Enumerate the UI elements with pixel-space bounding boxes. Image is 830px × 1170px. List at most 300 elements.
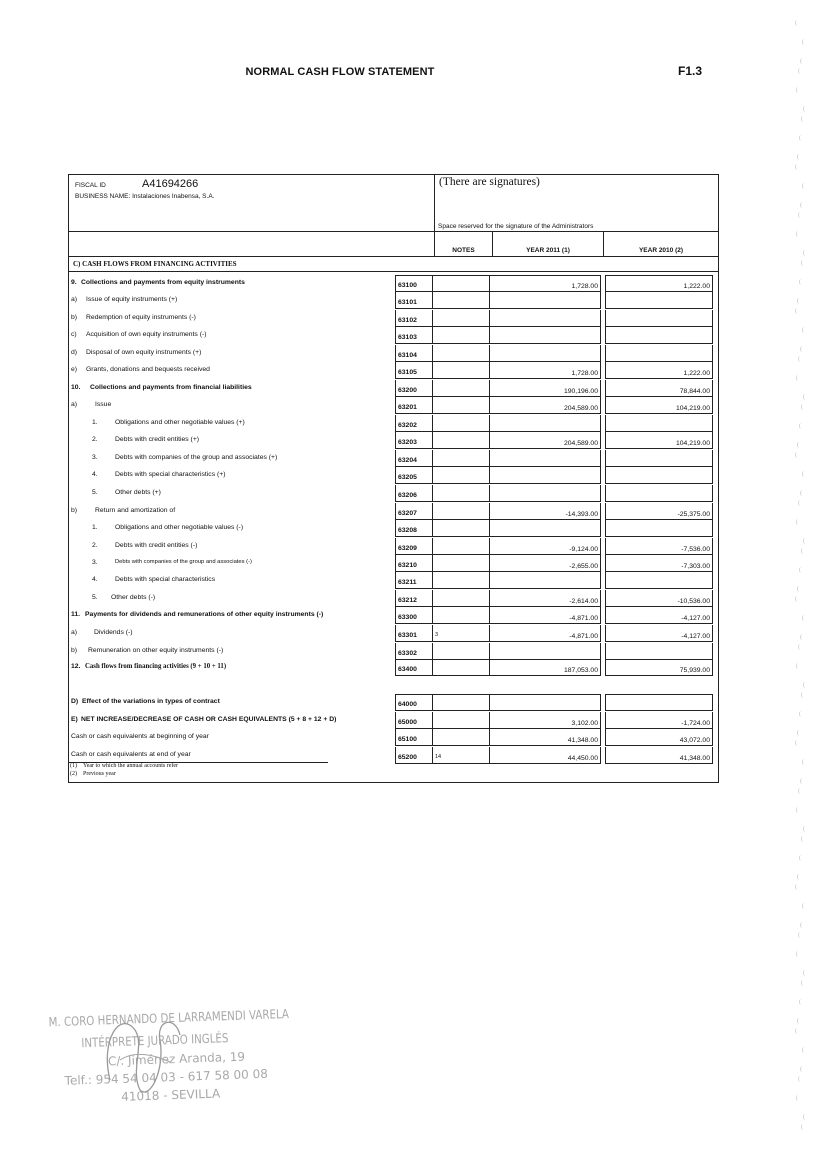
row-notes-cell [433, 694, 490, 711]
row-prefix: d) [71, 349, 78, 356]
table-row [68, 520, 719, 537]
row-notes-cell [433, 292, 490, 309]
row-label: Debts with credit entities (-) [115, 542, 198, 549]
cell-value: 63201 [398, 404, 417, 411]
row-code-cell [395, 747, 433, 764]
cell-value: 190,196.00 [563, 388, 598, 395]
stamp-line-city: 41018 - SEVILLA [121, 1086, 221, 1104]
row-notes-cell [433, 450, 490, 467]
row-code-cell [395, 380, 433, 397]
edge-mark [795, 452, 799, 458]
row-label: Debts with special characteristics (+) [115, 471, 226, 478]
cell-value: 63202 [398, 422, 417, 429]
table-row [68, 503, 719, 520]
row-code-cell [395, 485, 433, 502]
row-notes-cell [433, 467, 490, 484]
table-row [68, 607, 719, 624]
row-label: Obligations and other negotiable values (+) [115, 419, 245, 426]
edge-mark [796, 231, 800, 237]
row-prefix: e) [71, 366, 78, 373]
row-code-cell [395, 310, 433, 327]
cell-value: 63103 [398, 334, 417, 341]
edge-mark [803, 682, 807, 688]
cell-value: 65100 [398, 736, 417, 743]
row-notes-cell [433, 397, 490, 414]
row-prefix: 10. [71, 384, 81, 391]
handwritten-signature-icon [90, 1000, 200, 1110]
row-code-cell [395, 327, 433, 344]
row-notes-cell [433, 625, 490, 642]
cell-value: 63101 [398, 299, 417, 306]
row-code-cell [395, 572, 433, 589]
cell-value: 63200 [398, 387, 417, 394]
row-code-cell [395, 415, 433, 432]
cell-value: -7,303.00 [681, 563, 710, 570]
cell-value: 63301 [398, 632, 417, 639]
row-label: Effect of the variations in types of contract [82, 698, 220, 705]
year1-column-header [493, 232, 604, 257]
row-prefix: a) [71, 401, 78, 408]
scan-edge-marks [795, 20, 815, 1140]
edge-mark [798, 356, 802, 362]
notes-column-header [435, 232, 493, 257]
edge-mark [803, 1114, 807, 1120]
business-name: BUSINESS NAME: Instalaciones Inabensa, S.A. [75, 193, 215, 200]
row-code-cell [395, 275, 433, 292]
row-year1-cell [490, 520, 601, 537]
row-year1-cell [490, 572, 601, 589]
row-code-cell [395, 503, 433, 520]
row-code-cell [395, 659, 433, 676]
fiscal-id-label: FISCAL ID [75, 182, 106, 189]
table-row [68, 643, 719, 660]
edge-mark [798, 68, 802, 74]
row-year2-cell [605, 397, 713, 414]
row-prefix: 2. [92, 542, 98, 549]
table-row [68, 310, 719, 327]
row-code-cell [395, 694, 433, 711]
row-label: Issue [95, 401, 112, 408]
cell-value: 43,072.00 [679, 737, 710, 744]
row-year2-cell [605, 380, 713, 397]
edge-mark [796, 951, 800, 957]
row-label: Remuneration on other equity instruments (-) [88, 647, 224, 654]
row-label: Debts with credit entities (+) [115, 436, 200, 443]
row-notes-cell [433, 485, 490, 502]
row-code-cell [395, 729, 433, 746]
row-code-cell [395, 607, 433, 624]
row-year1-cell [490, 555, 601, 572]
row-label: Acquisition of own equity instruments (-) [86, 331, 207, 338]
row-code-cell [395, 292, 433, 309]
table-row [68, 397, 719, 414]
cell-value: 63104 [398, 352, 417, 359]
cell-value: 63100 [398, 282, 417, 289]
cell-value: 204,589.00 [563, 440, 598, 447]
table-row [68, 450, 719, 467]
edge-mark [800, 778, 804, 784]
row-prefix: 12. [71, 663, 81, 670]
row-prefix: 9. [71, 279, 77, 286]
edge-mark [798, 1076, 802, 1082]
table-row [68, 415, 719, 432]
row-year2-cell [605, 432, 713, 449]
stamp-line-role: INTÉRPRETE JURADO INGLÉS [81, 1030, 229, 1051]
table-row [68, 712, 719, 729]
stamp-line-address: C/. Jiménez Aranda, 19 [107, 1049, 246, 1069]
edge-mark [798, 644, 802, 650]
edge-mark [795, 1028, 799, 1034]
cell-value: 63210 [398, 562, 417, 569]
row-notes-cell [433, 310, 490, 327]
row-code-cell [395, 520, 433, 537]
row-code-cell [395, 555, 433, 572]
row-label: NET INCREASE/DECREASE OF CASH OR CASH EQUIVALENTS (5 + 8 + 12 + D) [81, 716, 337, 723]
cell-value: 104,219.00 [675, 405, 710, 412]
footnote-1: (1) Year to which the annual accounts refer [70, 763, 179, 769]
cell-value: 63203 [398, 439, 417, 446]
row-notes-cell [433, 729, 490, 746]
edge-mark [797, 154, 801, 160]
row-year2-cell [605, 503, 713, 520]
row-prefix: b) [71, 507, 78, 514]
edge-mark [795, 308, 799, 314]
row-prefix: E) [71, 716, 78, 723]
row-label: Cash or cash equivalents at beginning of year [71, 733, 209, 740]
row-year2-cell [605, 712, 713, 729]
edge-mark [803, 970, 807, 976]
row-prefix: 3. [92, 559, 98, 566]
row-label: Collections and payments from financial liabilities [90, 384, 252, 391]
row-label: Disposal of own equity instruments (+) [86, 349, 202, 356]
cell-value: -9,124.00 [569, 546, 598, 553]
row-year2-cell [605, 485, 713, 502]
table-row [68, 432, 719, 449]
row-notes-cell [433, 590, 490, 607]
table-row [68, 572, 719, 589]
row-prefix: 2. [92, 436, 98, 443]
row-notes-cell [433, 345, 490, 362]
row-year1-cell [490, 292, 601, 309]
edge-mark [797, 586, 801, 592]
row-year1-cell [490, 415, 601, 432]
cell-value: 1,222.00 [683, 283, 710, 290]
edge-mark [802, 183, 806, 189]
row-year1-cell [490, 432, 601, 449]
cell-value: 1,222.00 [683, 370, 710, 377]
edge-mark [798, 932, 802, 938]
edge-mark [797, 442, 801, 448]
row-year2-cell [605, 450, 713, 467]
document-title: NORMAL CASH FLOW STATEMENT [245, 66, 435, 78]
row-year2-cell [605, 345, 713, 362]
row-label: Payments for dividends and remunerations of other equity instruments (-) [85, 611, 324, 618]
row-year1-cell [490, 485, 601, 502]
table-row [68, 590, 719, 607]
cell-value: 78,844.00 [679, 388, 710, 395]
edge-mark [799, 855, 803, 861]
edge-mark [801, 836, 805, 842]
cell-value: -4,871.00 [569, 633, 598, 640]
cell-value: 1,728.00 [571, 283, 598, 290]
row-label: Issue of equity instruments (+) [86, 296, 178, 303]
row-year1-cell [490, 275, 601, 292]
row-code-cell [395, 643, 433, 660]
edge-mark [796, 1095, 800, 1101]
stamp-line-name: M. CORO HERNANDO DE LARRAMENDI VARELA [48, 1006, 290, 1030]
row-year2-cell [605, 572, 713, 589]
stamp-line-phone: Telf.: 954 54 04 03 - 617 58 00 08 [64, 1066, 269, 1088]
row-year2-cell [605, 538, 713, 555]
row-notes-cell [433, 380, 490, 397]
row-prefix: 1. [92, 419, 98, 426]
row-year2-cell [605, 729, 713, 746]
row-notes-cell [433, 415, 490, 432]
cell-value: 63211 [398, 579, 417, 586]
edge-mark [799, 423, 803, 429]
row-code-cell [395, 362, 433, 379]
cell-value: 1,728.00 [571, 370, 598, 377]
row-year1-cell [490, 747, 601, 764]
edge-mark [800, 1066, 804, 1072]
row-year2-cell [605, 607, 713, 624]
edge-mark [803, 250, 807, 256]
row-prefix: 1. [92, 524, 98, 531]
edge-mark [800, 490, 804, 496]
row-prefix: b) [71, 647, 78, 654]
year2-header-label: YEAR 2010 (2) [638, 247, 684, 254]
cell-value: -2,655.00 [569, 563, 598, 570]
row-year2-cell [605, 643, 713, 660]
row-notes-cell [433, 362, 490, 379]
cell-value: 187,053.00 [563, 667, 598, 674]
cell-value: 63300 [398, 614, 417, 621]
row-prefix: b) [71, 314, 78, 321]
row-label: Cash flows from financing activities (9 + 10 + 11) [85, 663, 227, 670]
row-notes-cell [433, 659, 490, 676]
row-year1-cell [490, 694, 601, 711]
row-code-cell [395, 590, 433, 607]
row-prefix: 5. [92, 489, 98, 496]
edge-mark [801, 980, 805, 986]
row-notes-cell [433, 607, 490, 624]
row-year1-cell [490, 467, 601, 484]
edge-mark [801, 548, 805, 554]
cell-value: -4,871.00 [569, 615, 598, 622]
edge-mark [802, 759, 806, 765]
row-year1-cell [490, 380, 601, 397]
cell-value: 63206 [398, 492, 417, 499]
row-notes-cell [433, 712, 490, 729]
edge-mark [800, 922, 804, 928]
edge-mark [801, 404, 805, 410]
row-year1-cell [490, 729, 601, 746]
row-label: Redemption of equity instruments (-) [86, 314, 196, 321]
row-year2-cell [605, 467, 713, 484]
row-code-cell [395, 432, 433, 449]
edge-mark [800, 58, 804, 64]
edge-mark [800, 202, 804, 208]
row-year1-cell [490, 625, 601, 642]
row-label: Obligations and other negotiable values (-) [115, 524, 244, 531]
table-row [68, 729, 719, 746]
row-prefix: 4. [92, 471, 98, 478]
edge-mark [800, 346, 804, 352]
edge-mark [802, 471, 806, 477]
edge-mark [800, 634, 804, 640]
row-label: Dividends (-) [94, 629, 133, 636]
edge-mark [799, 567, 803, 573]
row-label: Collections and payments from equity instruments [81, 279, 245, 286]
edge-mark [798, 788, 802, 794]
edge-mark [801, 116, 805, 122]
edge-mark [796, 519, 800, 525]
cell-value: 63204 [398, 457, 417, 464]
cell-value: -2,614.00 [569, 598, 598, 605]
cell-value: -10,536.00 [677, 598, 710, 605]
edge-mark [795, 164, 799, 170]
cell-value: -4,127.00 [681, 633, 710, 640]
cell-value: 63205 [398, 474, 417, 481]
row-year1-cell [490, 538, 601, 555]
row-year1-cell [490, 643, 601, 660]
edge-mark [802, 327, 806, 333]
edge-mark [803, 826, 807, 832]
row-year1-cell [490, 362, 601, 379]
table-row [68, 485, 719, 502]
row-notes-cell [433, 275, 490, 292]
row-label: Debts with companies of the group and associates (-) [115, 559, 252, 565]
table-row [68, 694, 719, 711]
row-prefix: 5. [92, 594, 98, 601]
row-year2-cell [605, 520, 713, 537]
edge-mark [799, 711, 803, 717]
row-year1-cell [490, 345, 601, 362]
row-prefix: 3. [92, 454, 98, 461]
row-prefix: a) [71, 629, 78, 636]
edge-mark [801, 1124, 805, 1130]
edge-mark [803, 538, 807, 544]
row-year1-cell [490, 659, 601, 676]
cell-value: 63302 [398, 650, 417, 657]
row-year2-cell [605, 275, 713, 292]
table-row [68, 538, 719, 555]
edge-mark [802, 615, 806, 621]
cell-value: 75,939.00 [679, 667, 710, 674]
row-year2-cell [605, 659, 713, 676]
cell-value: 204,589.00 [563, 405, 598, 412]
edge-mark [797, 874, 801, 880]
table-row [68, 362, 719, 379]
row-year1-cell [490, 712, 601, 729]
cell-value: 63207 [398, 510, 417, 517]
edge-mark [801, 260, 805, 266]
year2-column-header [604, 232, 719, 257]
edge-mark [798, 212, 802, 218]
row-notes-cell [433, 538, 490, 555]
row-label: Return and amortization of [95, 507, 176, 514]
cell-value: 63400 [398, 666, 417, 673]
row-prefix: a) [71, 296, 78, 303]
row-prefix: c) [71, 331, 77, 338]
cell-value: -7,536.00 [681, 546, 710, 553]
edge-mark [795, 740, 799, 746]
edge-mark [799, 999, 803, 1005]
row-year2-cell [605, 310, 713, 327]
table-row [68, 467, 719, 484]
edge-mark [798, 500, 802, 506]
edge-mark [802, 1047, 806, 1053]
row-label: Other debts (-) [111, 594, 156, 601]
row-code-cell [395, 625, 433, 642]
footnote-2: (2) Previous year [70, 771, 116, 777]
row-year2-cell [605, 362, 713, 379]
cell-value: 63212 [398, 597, 417, 604]
row-notes-cell [433, 327, 490, 344]
cell-value: 44,450.00 [567, 755, 598, 762]
edge-mark [797, 1018, 801, 1024]
row-code-cell [395, 467, 433, 484]
row-prefix: 4. [92, 576, 98, 583]
cell-value: 104,219.00 [675, 440, 710, 447]
form-code: F1.3 [678, 64, 703, 78]
company-info-box [68, 174, 435, 232]
row-code-cell [395, 450, 433, 467]
row-year2-cell [605, 625, 713, 642]
section-c-heading: C) CASH FLOWS FROM FINANCING ACTIVITIES [68, 257, 719, 272]
row-notes-cell [433, 747, 490, 764]
edge-mark [796, 375, 800, 381]
cell-value: -4,127.00 [681, 615, 710, 622]
table-row [68, 275, 719, 292]
fiscal-id-value: A41694266 [142, 178, 199, 190]
row-year2-cell [605, 415, 713, 432]
row-year2-cell [605, 747, 713, 764]
cell-value: -25,375.00 [677, 511, 710, 518]
edge-mark [795, 20, 799, 26]
table-row [68, 345, 719, 362]
edge-mark [796, 807, 800, 813]
row-year1-cell [490, 607, 601, 624]
cell-value: 63209 [398, 545, 417, 552]
row-notes-cell [433, 520, 490, 537]
table-row [68, 555, 719, 572]
row-label: Debts with special characteristics [115, 576, 216, 583]
cell-value: 65000 [398, 719, 417, 726]
signature-space-label: Space reserved for the signature of the Administrators [438, 223, 594, 230]
table-row [68, 625, 719, 642]
year1-header-label: YEAR 2011 (1) [526, 247, 570, 254]
row-notes-cell [433, 503, 490, 520]
edge-mark [801, 692, 805, 698]
row-notes-cell [433, 643, 490, 660]
cell-value: 3,102.00 [571, 720, 598, 727]
edge-mark [799, 279, 803, 285]
row-label: Grants, donations and bequests received [86, 366, 210, 373]
cell-value: 63208 [398, 527, 417, 534]
row-label: Debts with companies of the group and associates (+) [115, 454, 278, 461]
table-row [68, 380, 719, 397]
edge-mark [797, 298, 801, 304]
edge-mark [803, 394, 807, 400]
signatures-note: (There are signatures) [439, 176, 540, 188]
signature-box [435, 174, 719, 232]
cell-value: 3 [435, 632, 439, 638]
edge-mark [797, 730, 801, 736]
cell-value: 63105 [398, 369, 417, 376]
row-notes-cell [433, 555, 490, 572]
row-prefix: 11. [71, 611, 81, 618]
